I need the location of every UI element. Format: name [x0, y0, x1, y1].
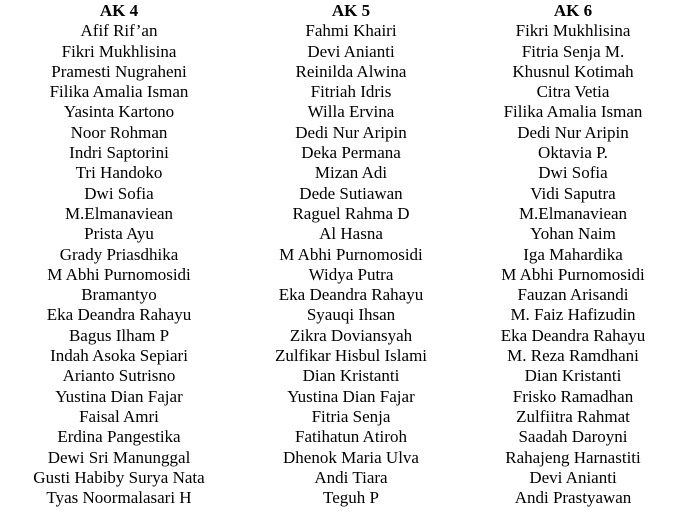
name-entry: Devi Anianti — [529, 467, 617, 487]
name-entry: Saadah Daroyni — [518, 427, 628, 447]
name-entry: Dedi Nur Aripin — [517, 122, 629, 142]
name-entry: Zulfikar Hisbul Islami — [274, 346, 428, 366]
name-entry: Fahmi Khairi — [305, 21, 397, 41]
name-entry: Prista Ayu — [84, 224, 154, 244]
name-entry: Yasinta Kartono — [63, 102, 175, 122]
column-header: AK 6 — [553, 1, 593, 20]
name-entry: Raguel Rahma D — [292, 203, 410, 223]
name-entry: Arianto Sutrisno — [62, 366, 176, 386]
name-entry: Faisal Amri — [79, 406, 159, 426]
column-header: AK 4 — [99, 1, 139, 20]
name-entry: Fitria Senja M. — [521, 41, 625, 61]
name-entry: Erdina Pangestika — [57, 427, 181, 447]
name-entry: Gusti Habiby Surya Nata — [33, 467, 205, 487]
column-header: AK 5 — [331, 1, 371, 20]
name-entry: Widya Putra — [308, 264, 394, 284]
name-entry: M Abhi Purnomosidi — [47, 264, 191, 284]
name-entry: Dewi Sri Manunggal — [47, 447, 191, 467]
name-entry: Dwi Sofia — [84, 183, 154, 203]
name-entry: Fauzan Arisandi — [517, 285, 629, 305]
name-entry: M.Elmanaviean — [518, 203, 628, 223]
name-entry: Citra Vetia — [536, 82, 610, 102]
name-entry: Iga Mahardika — [523, 244, 623, 264]
name-entry: Reinilda Alwina — [295, 61, 407, 81]
name-entry: M. Reza Ramdhani — [507, 346, 639, 366]
name-entry: Yohan Naim — [530, 224, 616, 244]
name-entry: M.Elmanaviean — [64, 203, 174, 223]
name-entry: Devi Anianti — [307, 41, 395, 61]
name-entry: Mizan Adi — [314, 163, 388, 183]
name-entry: Yustina Dian Fajar — [287, 386, 415, 406]
name-entry: M Abhi Purnomosidi — [279, 244, 423, 264]
name-list — [3, 21, 235, 508]
name-entry: Indah Asoka Sepiari — [50, 346, 188, 366]
name-entry: Tyas Noormalasari H — [46, 488, 192, 508]
name-entry: M. Faiz Hafizudin — [510, 305, 636, 325]
name-entry: Syauqi Ihsan — [306, 305, 396, 325]
name-entry: Khusnul Kotimah — [512, 61, 634, 81]
name-entry: Yustina Dian Fajar — [55, 386, 183, 406]
name-entry: Filika Amalia Isman — [503, 102, 643, 122]
name-entry: Fatihatun Atiroh — [295, 427, 407, 447]
name-entry: Zulfiitra Rahmat — [516, 406, 630, 426]
name-entry: Dian Kristanti — [302, 366, 400, 386]
name-entry: Eka Deandra Rahayu — [500, 325, 646, 345]
column-ak-6 — [467, 1, 679, 508]
name-entry: Eka Deandra Rahayu — [278, 285, 424, 305]
name-entry: Filika Amalia Isman — [49, 82, 189, 102]
name-entry: Dede Sutiawan — [299, 183, 403, 203]
name-entry: Dedi Nur Aripin — [295, 122, 407, 142]
name-list — [467, 21, 679, 508]
name-entry: Tri Handoko — [75, 163, 163, 183]
name-entry: Dwi Sofia — [538, 163, 608, 183]
name-entry: Fitria Senja — [311, 406, 391, 426]
name-entry: Deka Permana — [301, 143, 401, 163]
column-ak-4 — [3, 1, 235, 508]
name-entry: Afif Rif’an — [80, 21, 158, 41]
name-entry: Frisko Ramadhan — [512, 386, 634, 406]
name-entry: M Abhi Purnomosidi — [501, 264, 645, 284]
name-list — [235, 21, 467, 508]
name-entry: Bramantyo — [81, 285, 157, 305]
name-entry: Willa Ervina — [307, 102, 395, 122]
name-entry: Pramesti Nugraheni — [51, 61, 187, 81]
name-entry: Grady Priasdhika — [59, 244, 179, 264]
name-entry: Vidi Saputra — [530, 183, 616, 203]
name-entry: Rahajeng Harnastiti — [505, 447, 641, 467]
name-entry: Andi Tiara — [314, 467, 388, 487]
name-entry: Bagus Ilham P — [68, 325, 170, 345]
name-entry: Teguh P — [323, 488, 379, 508]
name-entry: Eka Deandra Rahayu — [46, 305, 192, 325]
name-entry: Indri Saptorini — [69, 143, 169, 163]
name-entry: Fikri Mukhlisina — [515, 21, 631, 41]
name-entry: Noor Rohman — [70, 122, 168, 142]
name-entry: Oktavia P. — [538, 143, 608, 163]
name-entry: Zikra Doviansyah — [289, 325, 413, 345]
name-entry: Al Hasna — [319, 224, 383, 244]
name-entry: Dian Kristanti — [524, 366, 622, 386]
name-entry: Andi Prastyawan — [514, 488, 632, 508]
name-entry: Fikri Mukhlisina — [61, 41, 177, 61]
name-entry: Dhenok Maria Ulva — [283, 447, 419, 467]
column-ak-5 — [235, 1, 467, 508]
name-entry: Fitriah Idris — [310, 82, 392, 102]
